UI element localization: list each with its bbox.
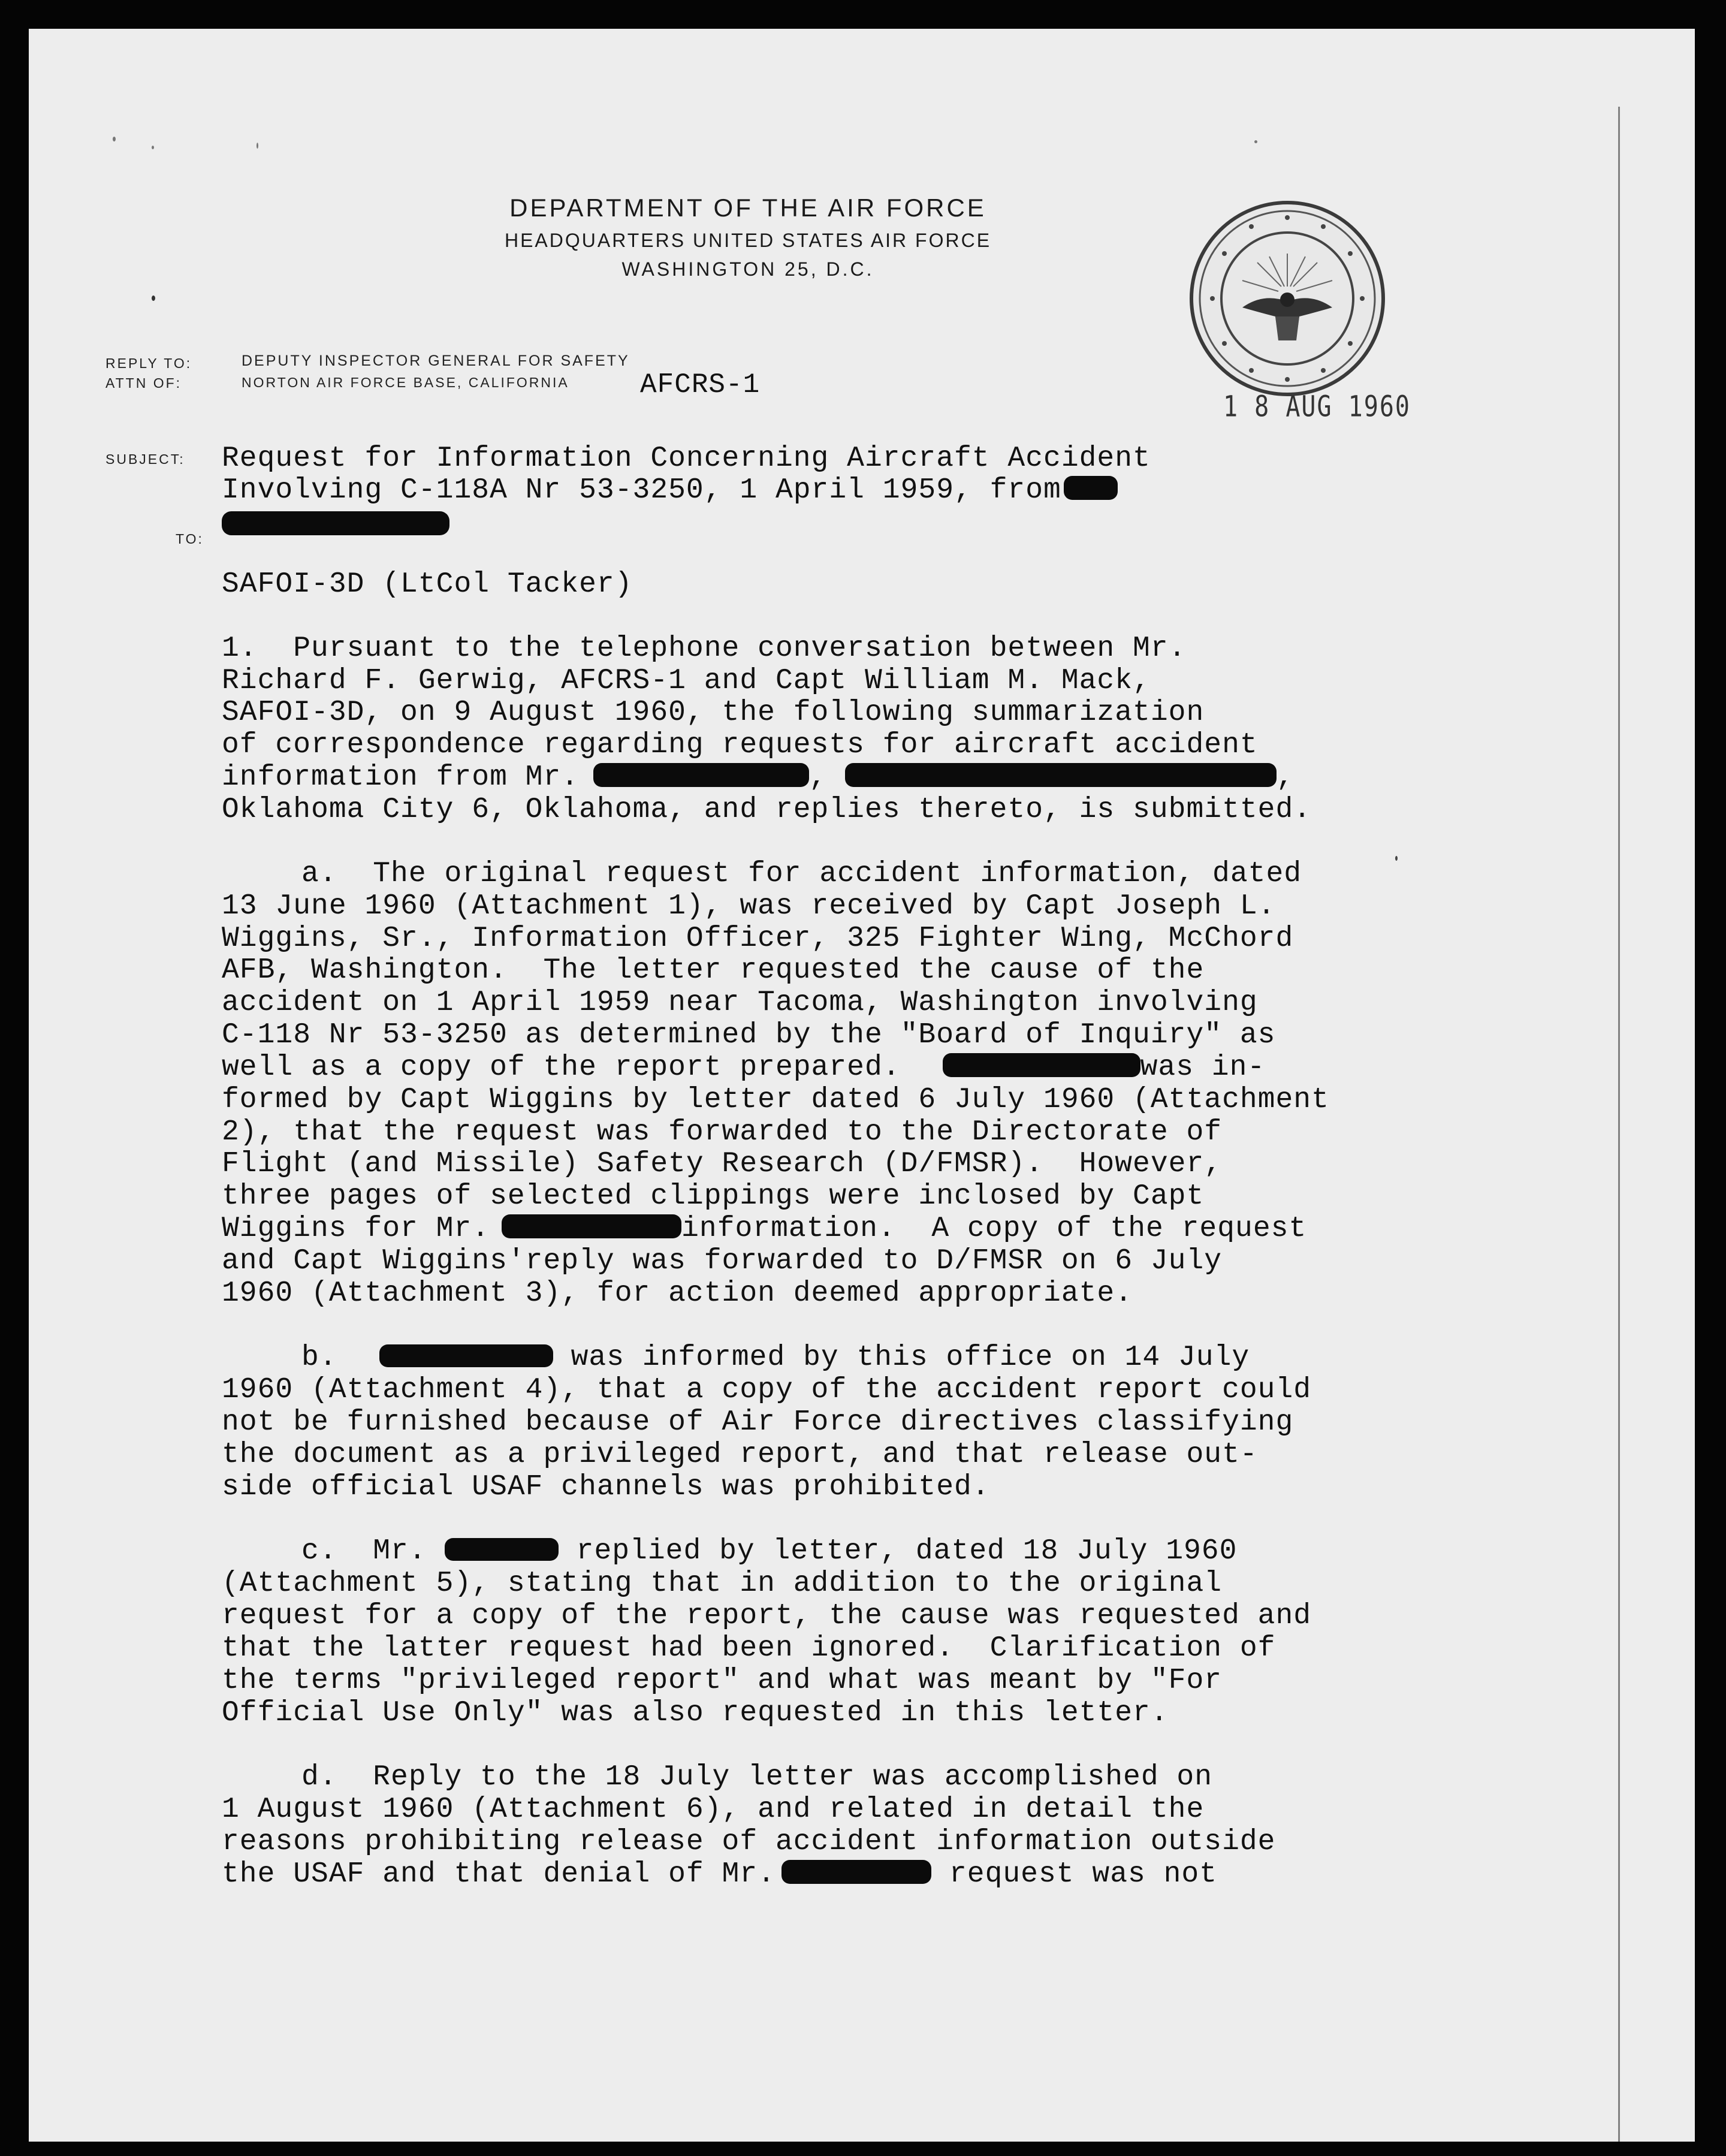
p1-line: information from Mr. , , xyxy=(222,761,1294,794)
scan-speck xyxy=(1395,856,1398,861)
redaction-mark xyxy=(781,1860,931,1884)
scan-speck xyxy=(1254,140,1257,143)
scan-speck xyxy=(152,146,154,149)
pc-line: that the latter request had been ignored. Clarification of xyxy=(222,1632,1276,1665)
pc-line: request for a copy of the report, the cause was requested and xyxy=(222,1600,1312,1632)
pc-line: c. Mr. replied by letter, dated 18 July 1960 xyxy=(301,1535,1238,1567)
pa-line: three pages of selected clippings were inclosed by Capt xyxy=(222,1180,1205,1213)
pa-line: accident on 1 April 1959 near Tacoma, Washington involving xyxy=(222,987,1258,1019)
reply-office: DEPUTY INSPECTOR GENERAL FOR SAFETY xyxy=(242,352,630,369)
pa-line: and Capt Wiggins'reply was forwarded to D/FMSR on 6 July xyxy=(222,1245,1223,1277)
pd-line: d. Reply to the 18 July letter was accomplished on xyxy=(301,1761,1213,1793)
pd-line: 1 August 1960 (Attachment 6), and related in detail the xyxy=(222,1793,1205,1826)
to-label: TO: xyxy=(176,531,204,547)
letterhead-headquarters: HEADQUARTERS UNITED STATES AIR FORCE xyxy=(504,230,992,251)
p1-line: Oklahoma City 6, Oklahoma, and replies thereto, is submitted. xyxy=(222,794,1312,826)
letterhead-department: DEPARTMENT OF THE AIR FORCE xyxy=(509,194,986,222)
pa-line: 13 June 1960 (Attachment 1), was received by Capt Joseph L. xyxy=(222,890,1276,922)
pa-line: 2), that the request was forwarded to the Directorate of xyxy=(222,1116,1223,1148)
reply-location: NORTON AIR FORCE BASE, CALIFORNIA xyxy=(242,375,569,390)
pa-line: formed by Capt Wiggins by letter dated 6 July 1960 (Attachment xyxy=(222,1084,1329,1116)
redaction-mark xyxy=(845,763,1277,787)
pa-line: 1960 (Attachment 3), for action deemed appropriate. xyxy=(222,1277,1133,1310)
pd-line: reasons prohibiting release of accident information outside xyxy=(222,1826,1276,1858)
scan-speck xyxy=(257,143,258,149)
pc-line: Official Use Only" was also requested in this letter. xyxy=(222,1697,1169,1729)
pa-line: Flight (and Missile) Safety Research (D/FMSR). However, xyxy=(222,1148,1223,1180)
page-edge-shadow xyxy=(1618,107,1620,2142)
subject-label: SUBJECT: xyxy=(105,451,185,467)
scan-speck xyxy=(152,295,155,301)
scan-speck xyxy=(113,137,116,141)
pb-line: the document as a privileged report, and that release out- xyxy=(222,1439,1258,1471)
p1-line: of correspondence regarding requests for aircraft accident xyxy=(222,729,1258,761)
redaction-mark xyxy=(1064,476,1118,500)
dod-seal-icon xyxy=(1185,197,1389,400)
redaction-mark xyxy=(943,1053,1140,1077)
pd-line: the USAF and that denial of Mr. request was not xyxy=(222,1858,1218,1890)
pa-line: well as a copy of the report prepared. was in- xyxy=(222,1051,1266,1084)
pc-line: (Attachment 5), stating that in addition to the original xyxy=(222,1567,1223,1600)
pa-line: Wiggins, Sr., Information Officer, 325 Fighter Wing, McChord xyxy=(222,922,1294,955)
office-symbol: AFCRS-1 xyxy=(640,369,761,400)
letterhead-city: WASHINGTON 25, D.C. xyxy=(621,258,874,280)
document-page xyxy=(29,29,1695,2142)
redaction-mark xyxy=(502,1214,681,1238)
pa-line: C-118 Nr 53-3250 as determined by the "Board of Inquiry" as xyxy=(222,1019,1276,1051)
attn-of-label: ATTN OF: xyxy=(105,375,182,391)
redaction-mark xyxy=(445,1538,559,1561)
pb-line: side official USAF channels was prohibited. xyxy=(222,1471,990,1503)
pa-line: Wiggins for Mr. information. A copy of the request xyxy=(222,1213,1307,1245)
p1-line: 1. Pursuant to the telephone conversation between Mr. xyxy=(222,632,1187,665)
p1-line: Richard F. Gerwig, AFCRS-1 and Capt William M. Mack, xyxy=(222,665,1151,697)
redaction-mark xyxy=(222,511,449,535)
addressee: SAFOI-3D (LtCol Tacker) xyxy=(222,568,633,601)
redaction-mark xyxy=(593,763,809,787)
pc-line: the terms "privileged report" and what was meant by "For xyxy=(222,1665,1223,1697)
pa-line: AFB, Washington. The letter requested the cause of the xyxy=(222,954,1205,987)
redaction-mark xyxy=(379,1344,553,1367)
p1-line: SAFOI-3D, on 9 August 1960, the following summarization xyxy=(222,696,1205,729)
pb-line: 1960 (Attachment 4), that a copy of the accident report could xyxy=(222,1374,1312,1406)
received-date-stamp: 1 8 AUG 1960 xyxy=(1223,390,1411,424)
pb-line: b. was informed by this office on 14 July xyxy=(301,1341,1250,1374)
pa-line: a. The original request for accident information, dated xyxy=(301,858,1302,890)
subject-line-1: Request for Information Concerning Aircraft Accident xyxy=(222,442,1151,475)
reply-to-label: REPLY TO: xyxy=(105,355,192,371)
subject-line-2: Involving C-118A Nr 53-3250, 1 April 1959, from xyxy=(222,474,1118,506)
pb-line: not be furnished because of Air Force directives classifying xyxy=(222,1406,1294,1439)
